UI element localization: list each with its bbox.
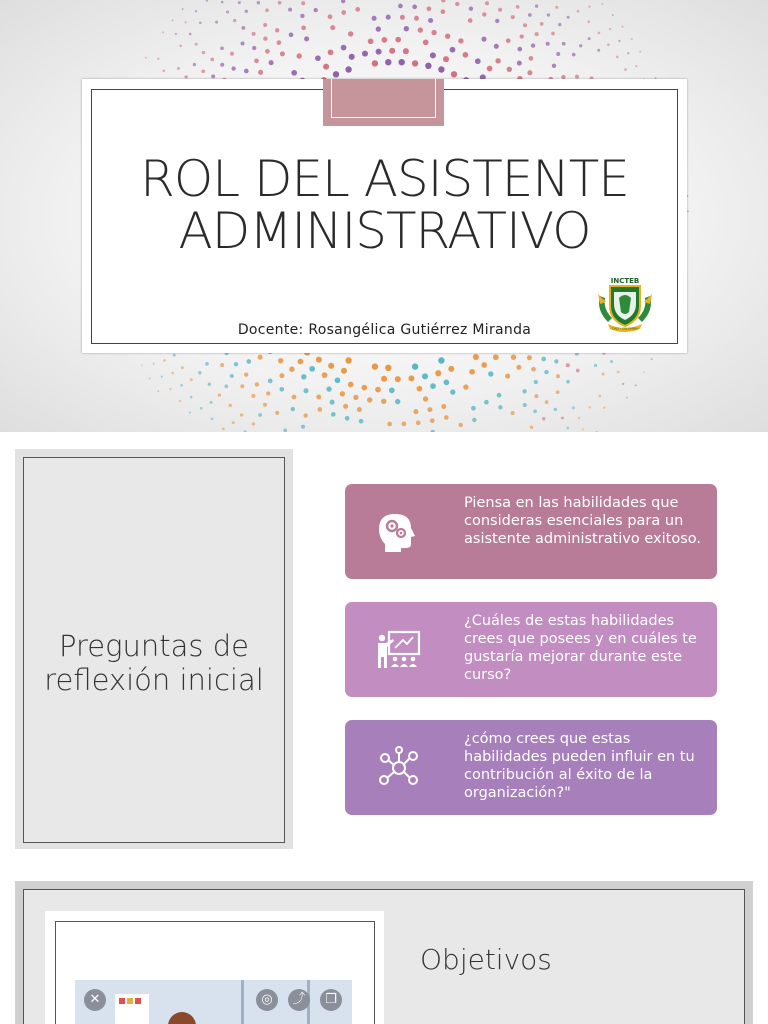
title-card: [82, 79, 687, 353]
scan-icon[interactable]: ◎: [256, 989, 278, 1011]
bookmark-icon[interactable]: ❐: [320, 989, 342, 1011]
question-card-3: [345, 720, 717, 815]
objectives-title: Objetivos: [420, 943, 552, 976]
question-card-1: [345, 484, 717, 579]
questions-title-panel: [15, 449, 293, 849]
slide-title: [82, 150, 687, 260]
question-text-2: ¿Cuáles de estas habilidades crees que posees y en cuáles te gustaría mejorar durante este curso?: [464, 613, 697, 683]
head-gears-icon: [375, 508, 423, 556]
questions-slide: [0, 432, 768, 864]
share-icon[interactable]: ⤴: [288, 989, 310, 1011]
title-slide: [0, 0, 768, 432]
teacher-name: Docente: Rosangélica Gutiérrez Miranda: [237, 322, 532, 338]
question-text-3: ¿cómo crees que estas habilidades pueden influir en tu contribución al éxito de la organización?": [464, 731, 695, 801]
svg-text:CALI - COLOMBIA: CALI - COLOMBIA: [612, 326, 638, 331]
objectives-illustration: [75, 980, 352, 1024]
questions-title: Preguntas de reflexión inicial: [44, 629, 264, 697]
svg-text:INCTEB: INCTEB: [610, 277, 640, 285]
question-text-1: Piensa en las habilidades que consideras esenciales para un asistente administrativo exitoso.: [464, 495, 701, 547]
objectives-panel: [15, 881, 753, 1024]
close-icon[interactable]: ✕: [84, 989, 106, 1011]
title-line-1: ROL DEL ASISTENTE: [140, 150, 629, 208]
question-card-2: [345, 602, 717, 697]
title-line-2: ADMINISTRATIVO: [178, 202, 591, 260]
teacher-presentation-icon: [375, 626, 423, 674]
office-illustration: [75, 980, 352, 1024]
title-card-tab: [323, 79, 444, 126]
school-logo: [594, 272, 656, 334]
network-people-icon: [375, 744, 423, 792]
objectives-slide: [0, 864, 768, 1024]
